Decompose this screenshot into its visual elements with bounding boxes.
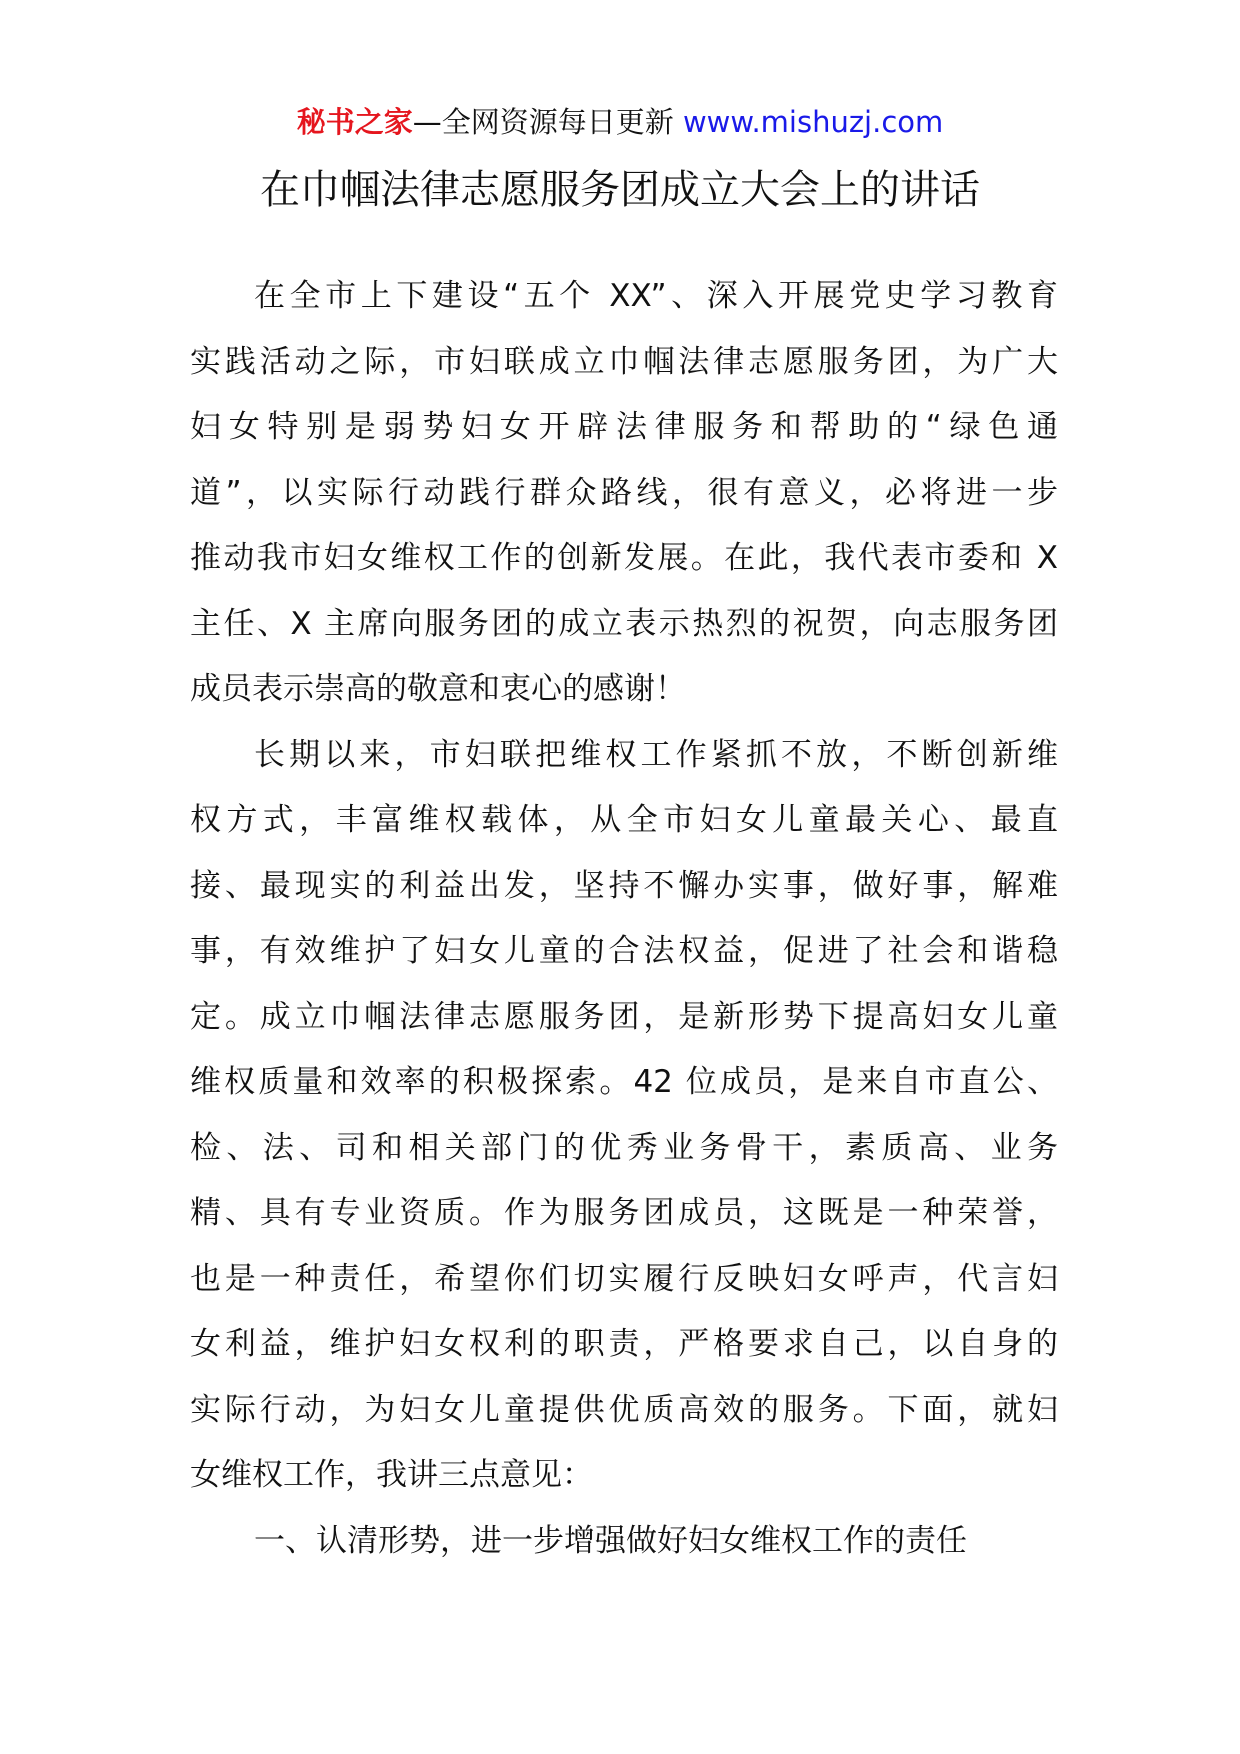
section-heading: 一、认清形势，进一步增强做好妇女维权工作的责任	[254, 1522, 967, 1559]
brand-name: 秘书之家	[296, 105, 413, 139]
paragraph-line: 维权质量和效率的积极探索。42 位成员，是来自市直公、	[190, 1064, 1058, 1100]
document-body	[190, 264, 1058, 1574]
paragraph-line: 权方式，丰富维权载体，从全市妇女儿童最关心、最直	[190, 802, 1058, 838]
paragraph-line: 实际行动，为妇女儿童提供优质高效的服务。下面，就妇	[190, 1391, 1058, 1428]
site-header	[0, 100, 1240, 144]
header-tagline: —全网资源每日更新	[412, 105, 674, 139]
paragraph-line: 女维权工作，我讲三点意见：	[190, 1457, 593, 1493]
paragraph-line: 在全市上下建设“五个 XX”、深入开展党史学习教育	[254, 278, 1058, 314]
paragraph-line: 妇女特别是弱势妇女开辟法律服务和帮助的“绿色通	[190, 409, 1058, 445]
document-title: 在巾帼法律志愿服务团成立大会上的讲话	[260, 167, 980, 213]
paragraph-line: 实践活动之际，市妇联成立巾帼法律志愿服务团，为广大	[190, 343, 1058, 380]
paragraph-line: 长期以来，市妇联把维权工作紧抓不放，不断创新维	[254, 736, 1058, 773]
paragraph-line: 检、法、司和相关部门的优秀业务骨干，素质高、业务	[190, 1129, 1058, 1166]
paragraph-line: 接、最现实的利益出发，坚持不懈办实事，做好事，解难	[190, 867, 1058, 904]
paragraph-line: 精、具有专业资质。作为服务团成员，这既是一种荣誉，	[190, 1195, 1058, 1231]
paragraph-line: 事，有效维护了妇女儿童的合法权益，促进了社会和谐稳	[190, 933, 1058, 969]
paragraph-line: 推动我市妇女维权工作的创新发展。在此，我代表市委和 X	[190, 540, 1058, 576]
paragraph-line: 成员表示崇高的敬意和衷心的感谢！	[190, 671, 686, 707]
paragraph-line: 也是一种责任，希望你们切实履行反映妇女呼声，代言妇	[190, 1260, 1058, 1297]
paragraph-line: 道”，以实际行动践行群众路线，很有意义，必将进一步	[190, 474, 1058, 511]
paragraph-line: 女利益，维护妇女权利的职责，严格要求自己，以自身的	[190, 1326, 1058, 1362]
paragraph-line: 主任、X 主席向服务团的成立表示热烈的祝贺，向志服务团	[190, 605, 1058, 642]
site-url[interactable]: www.mishuzj.com	[682, 105, 944, 139]
paragraph-line: 定。成立巾帼法律志愿服务团，是新形势下提高妇女儿童	[190, 998, 1058, 1035]
